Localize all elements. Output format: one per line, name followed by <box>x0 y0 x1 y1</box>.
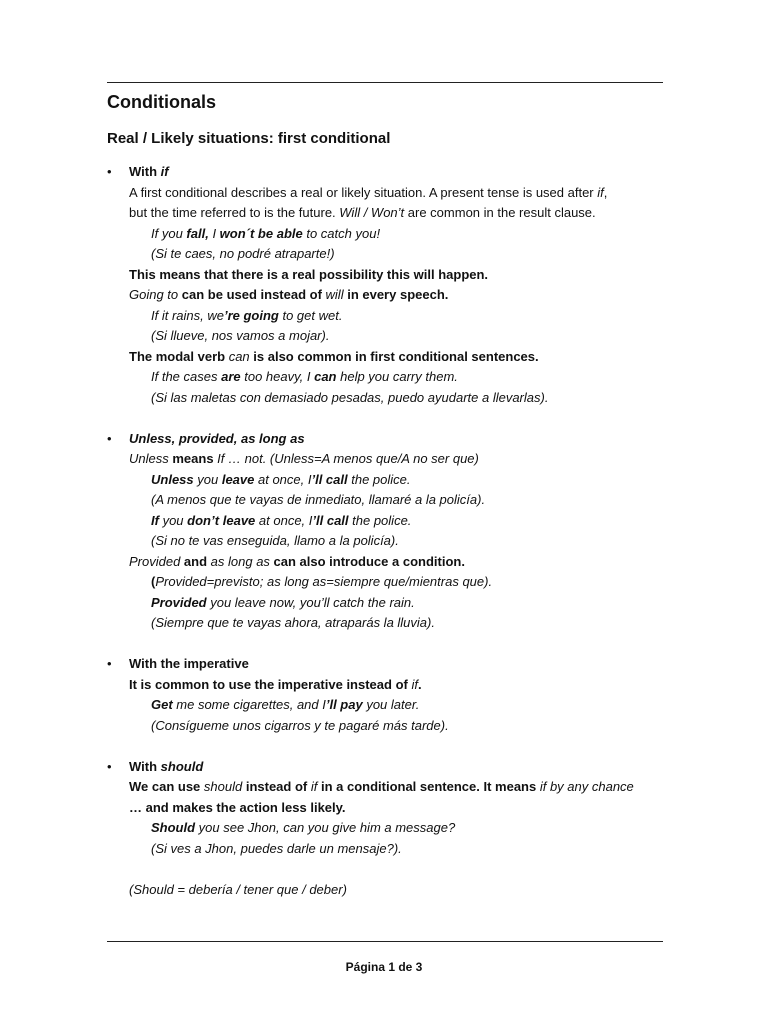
text-segment: (Si las maletas con demasiado pesadas, puedo ayudarte a llevarlas). <box>151 389 549 405</box>
text-line <box>107 449 667 470</box>
text-segment: me some cigarettes, and I <box>172 697 326 712</box>
text-segment: means <box>168 451 218 466</box>
text-segment: We can use <box>129 779 204 794</box>
text-segment: should <box>203 779 243 794</box>
text-segment: you see Jhon, can you give him a message? <box>195 820 456 835</box>
text-segment: are <box>221 369 241 384</box>
text-segment: if by any chance <box>539 779 634 794</box>
spacer <box>107 859 667 880</box>
text-segment: (Si te caes, no podré atraparte!) <box>151 246 335 261</box>
text-segment: ’ll pay <box>325 697 363 712</box>
text-segment: can <box>228 348 250 364</box>
header-rule <box>107 82 663 83</box>
bullet-heading <box>107 429 667 450</box>
text-segment: as long as <box>210 553 270 569</box>
bullet-heading <box>107 654 667 675</box>
text-segment: the police. <box>348 512 412 528</box>
text-line <box>107 777 667 798</box>
text-segment: should <box>160 758 204 774</box>
text-segment: Unless, provided, as long as <box>129 430 305 446</box>
example-line <box>107 716 667 737</box>
example-line <box>107 572 667 593</box>
text-segment: you later. <box>362 697 420 712</box>
text-segment: help you carry them. <box>336 369 458 384</box>
text-segment: This means that there is a real possibility this will happen. <box>129 266 489 282</box>
example-line <box>107 388 667 409</box>
example-line <box>107 244 667 265</box>
example-line <box>107 613 667 634</box>
text-segment: (Consígueme unos cigarros y te pagaré más tarde). <box>151 717 449 733</box>
text-line <box>107 798 667 819</box>
spacer <box>107 736 667 757</box>
bullet-heading <box>107 757 667 778</box>
text-segment: leave <box>221 471 255 487</box>
text-segment: but the time referred to is the future. <box>129 205 340 220</box>
text-segment: ( <box>151 574 156 589</box>
text-segment: With <box>129 164 161 179</box>
text-segment: If <box>151 512 159 528</box>
example-line <box>107 511 667 532</box>
text-segment: Will / Won’t <box>339 205 405 220</box>
text-segment: (Si llueve, nos vamos a mojar). <box>151 328 330 343</box>
text-segment: and <box>180 553 211 569</box>
text-segment: If … not. (Unless=A menos que/A no ser que) <box>217 451 479 466</box>
section-title: Real / Likely situations: first conditional <box>107 130 391 147</box>
text-segment: ’re going <box>223 307 279 323</box>
text-line <box>107 880 667 901</box>
text-segment: don’t leave <box>187 512 256 528</box>
text-line <box>107 285 667 306</box>
bullet-icon: • <box>107 656 112 671</box>
text-segment: It is common to use the imperative instead of <box>129 676 412 692</box>
text-segment: The modal verb <box>129 348 229 364</box>
text-segment: can also introduce a condition. <box>269 553 465 569</box>
bullet-icon: • <box>107 758 112 774</box>
example-line <box>107 470 667 491</box>
example-line <box>107 531 667 552</box>
text-segment: will <box>325 287 344 302</box>
text-segment: Provided <box>151 594 207 610</box>
text-segment: can <box>314 369 337 384</box>
text-segment: (Si ves a Jhon, puedes darle un mensaje?). <box>151 840 402 856</box>
text-segment: A first conditional describes a real or likely situation. A present tense is used after <box>129 184 598 200</box>
text-segment: (A menos que te vayas de inmediato, llamaré a la policía). <box>151 492 486 507</box>
text-segment: fall, <box>186 225 209 241</box>
text-segment: Provided=previsto; as long as=siempre que/mientras que). <box>155 574 493 589</box>
text-segment: Get <box>151 697 173 712</box>
page-title: Conditionals <box>107 92 216 112</box>
example-line <box>107 306 667 327</box>
text-segment: to get wet. <box>278 307 343 323</box>
text-segment: ’ll call <box>311 471 348 487</box>
text-segment: instead of <box>242 779 311 794</box>
example-line <box>107 367 667 388</box>
text-segment: if <box>160 164 169 179</box>
text-segment: won´t be able <box>219 225 303 241</box>
text-segment: … and makes the action less likely. <box>129 799 346 815</box>
text-line <box>107 552 667 573</box>
text-segment: in a conditional sentence. It means <box>317 779 540 794</box>
text-segment: too heavy, I <box>240 369 315 384</box>
text-segment: If you <box>151 225 187 241</box>
text-segment: Provided <box>129 553 181 569</box>
text-segment: ’ll call <box>312 512 349 528</box>
text-segment: If the cases <box>151 369 222 384</box>
bullet-icon: • <box>107 430 112 446</box>
text-line <box>107 265 667 286</box>
bullet-heading <box>107 162 667 183</box>
text-segment: in every speech. <box>343 287 449 302</box>
text-segment: is also common in first conditional sentences. <box>249 348 539 364</box>
page-footer: Página 1 de 3 <box>345 960 423 974</box>
text-line <box>107 203 667 224</box>
text-segment: if <box>310 779 318 794</box>
text-segment: if <box>411 676 418 692</box>
text-segment: at once, I <box>254 471 312 487</box>
text-segment: (Si no te vas enseguida, llamo a la policía). <box>151 533 399 548</box>
text-segment: With the imperative <box>129 656 249 671</box>
example-line <box>107 818 667 839</box>
text-segment: you <box>158 512 188 528</box>
text-segment: are common in the result clause. <box>404 205 596 220</box>
text-segment: to catch you! <box>302 225 381 241</box>
text-line <box>107 675 667 696</box>
bullet-icon: • <box>107 164 112 179</box>
text-line <box>107 347 667 368</box>
example-line <box>107 839 667 860</box>
text-segment: Going to <box>129 287 179 302</box>
text-segment: . <box>417 676 422 692</box>
footer-rule <box>107 941 663 942</box>
text-segment: If it rains, we <box>151 307 224 323</box>
example-line <box>107 695 667 716</box>
document-body <box>107 162 667 900</box>
text-segment: (Siempre que te vayas ahora, atraparás la lluvia). <box>151 615 435 630</box>
spacer <box>107 634 667 655</box>
spacer <box>107 408 667 429</box>
text-segment: Should <box>151 820 196 835</box>
text-segment: I <box>208 225 220 241</box>
example-line <box>107 593 667 614</box>
text-segment: Unless <box>151 471 194 487</box>
text-segment: if <box>597 184 604 200</box>
text-line <box>107 183 667 204</box>
text-segment: the police. <box>347 471 411 487</box>
text-segment: , <box>603 184 608 200</box>
example-line <box>107 490 667 511</box>
text-segment: you leave now, you’ll catch the rain. <box>206 594 415 610</box>
text-segment: (Should = debería / tener que / deber) <box>129 881 347 897</box>
text-segment: Unless <box>129 451 169 466</box>
text-segment: can be used instead of <box>178 287 326 302</box>
example-line <box>107 224 667 245</box>
text-segment: you <box>193 471 222 487</box>
text-segment: at once, I <box>255 512 313 528</box>
text-segment: With <box>129 758 161 774</box>
example-line <box>107 326 667 347</box>
